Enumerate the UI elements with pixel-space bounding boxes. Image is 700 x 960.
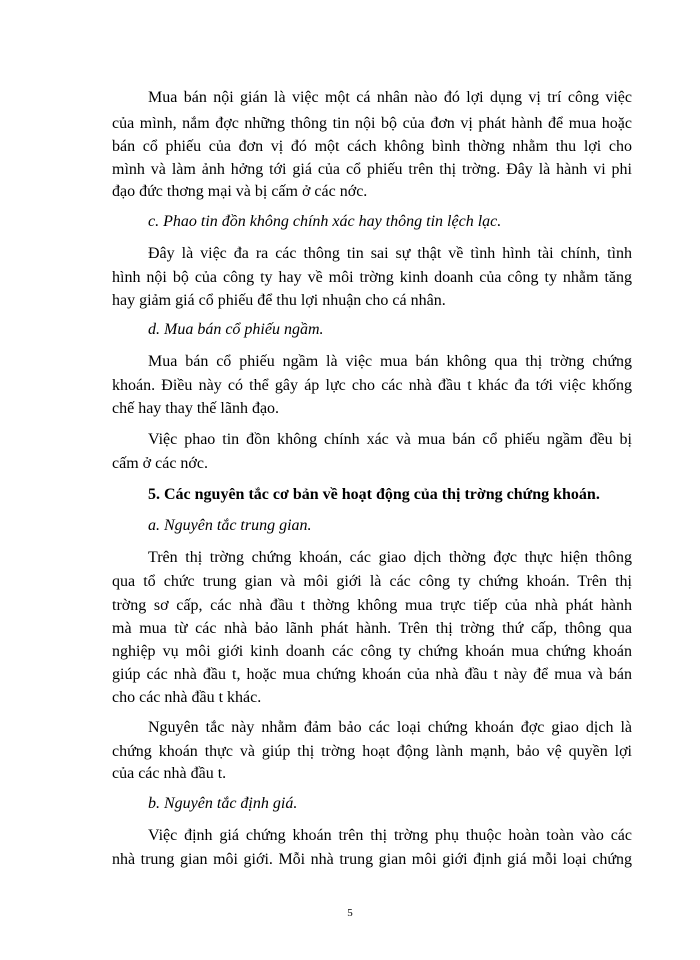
paragraph-line: đạo đức thơng mại và bị cấm ở các nớc. bbox=[112, 183, 368, 200]
page-number: 5 bbox=[347, 907, 353, 919]
paragraph-line: hay giảm giá cổ phiếu để thu lợi nhuận cho cá nhân. bbox=[112, 292, 446, 309]
paragraph-line: Trên thị trờng chứng khoán, các giao dịch thờng đợc thực hiện thông bbox=[148, 549, 632, 566]
paragraph-line: cho các nhà đầu t khác. bbox=[112, 689, 262, 706]
paragraph-line: mà mua từ các nhà bảo lãnh phát hành. Trên thị trờng thứ cấp, thông qua bbox=[112, 620, 632, 637]
subsection-heading: c. Phao tin đồn không chính xác hay thông tin lệch lạc. bbox=[148, 213, 502, 230]
paragraph-line: giúp các nhà đầu t, hoặc mua chứng khoán của nhà đầu t này để mua và bán bbox=[112, 666, 632, 683]
paragraph-line: Việc phao tin đồn không chính xác và mua bán cổ phiếu ngầm đều bị bbox=[148, 431, 632, 448]
paragraph-line: qua tổ chức trung gian và môi giới là các công ty chứng khoán. Trên thị bbox=[112, 573, 632, 590]
paragraph-line: nhà trung gian môi giới. Mỗi nhà trung gian môi giới định giá mỗi loại chứng bbox=[112, 851, 632, 868]
paragraph-line: của các nhà đầu t. bbox=[112, 765, 227, 782]
paragraph-line: trờng sơ cấp, các nhà đầu t thờng không mua trực tiếp của nhà phát hành bbox=[112, 597, 632, 614]
paragraph-line: bán cổ phiếu của đơn vị đó một cách không bình thờng nhằm thu lợi cho bbox=[112, 138, 632, 155]
subsection-heading: d. Mua bán cổ phiếu ngầm. bbox=[148, 321, 324, 338]
paragraph-line: Đây là việc đa ra các thông tin sai sự thật về tình hình tài chính, tình bbox=[148, 245, 632, 262]
paragraph-line: Việc định giá chứng khoán trên thị trờng phụ thuộc hoàn toàn vào các bbox=[148, 827, 632, 844]
subsection-heading: b. Nguyên tắc định giá. bbox=[148, 795, 298, 812]
paragraph-line: hình nội bộ của công ty hay về môi trờng kinh doanh của công ty nhằm tăng bbox=[112, 269, 632, 286]
paragraph-line: khoán. Điều này có thể gây áp lực cho các nhà đầu t khác đa tới việc khống bbox=[112, 377, 632, 394]
section-heading: 5. Các nguyên tắc cơ bản về hoạt động của thị trờng chứng khoán. bbox=[148, 486, 600, 503]
paragraph-line: chế hay thay thế lãnh đạo. bbox=[112, 400, 280, 417]
paragraph-line: nghiệp vụ môi giới kinh doanh các công ty chứng khoán mua chứng khoán bbox=[112, 643, 632, 660]
paragraph-line: Mua bán nội gián là việc một cá nhân nào đó lợi dụng vị trí công việc bbox=[148, 89, 632, 106]
paragraph-line: cấm ở các nớc. bbox=[112, 455, 208, 472]
subsection-heading: a. Nguyên tắc trung gian. bbox=[148, 517, 312, 534]
paragraph-line: Mua bán cổ phiếu ngầm là việc mua bán không qua thị trờng chứng bbox=[148, 353, 632, 370]
paragraph-line: chứng khoán thực và giúp thị trờng hoạt động lành mạnh, bảo vệ quyền lợi bbox=[112, 743, 632, 760]
paragraph-line: mình và làm ảnh hởng tới giá của cổ phiếu trên thị trờng. Đây là hành vi phi bbox=[112, 161, 632, 178]
paragraph-line: Nguyên tắc này nhằm đảm bảo các loại chứng khoán đợc giao dịch là bbox=[148, 719, 632, 736]
paragraph-line: của mình, nắm đợc những thông tin nội bộ của đơn vị phát hành để mua hoặc bbox=[112, 115, 632, 132]
